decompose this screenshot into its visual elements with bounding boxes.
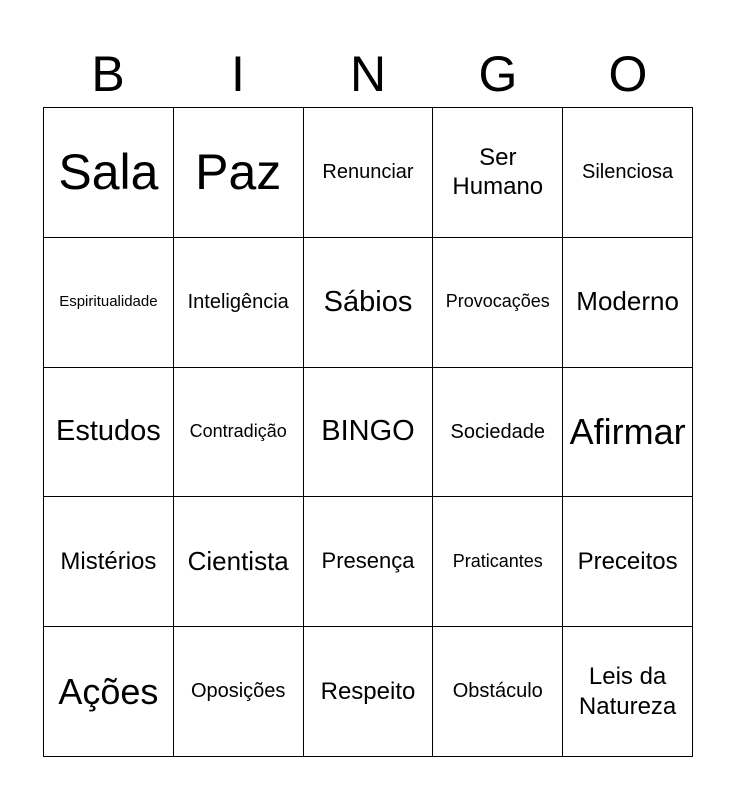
cell-text: Renunciar xyxy=(322,161,414,184)
cell-text: Afirmar xyxy=(569,411,686,453)
bingo-cell-r1c4[interactable] xyxy=(433,108,563,238)
cell-text: Provocações xyxy=(445,291,550,312)
cell-text: Inteligência xyxy=(187,291,289,313)
cell-text: Espiritualidade xyxy=(59,293,158,311)
cell-text: Sala xyxy=(58,143,159,200)
bingo-cell-r4c2[interactable] xyxy=(174,497,304,627)
header-letter-g: G xyxy=(478,46,518,102)
header-letter-b: B xyxy=(91,46,125,102)
cell-text: Estudos xyxy=(56,415,161,448)
bingo-cell-r4c5[interactable] xyxy=(563,497,693,627)
bingo-cell-r1c1[interactable] xyxy=(44,108,174,238)
cell-text: Obstáculo xyxy=(452,680,543,703)
header-letter-o: O xyxy=(608,46,648,102)
bingo-cell-r2c5[interactable] xyxy=(563,238,693,368)
bingo-cell-r4c3[interactable] xyxy=(304,497,434,627)
cell-text: BINGO xyxy=(321,415,415,448)
cell-text: Oposições xyxy=(190,680,286,703)
bingo-cell-r1c3[interactable] xyxy=(304,108,434,238)
cell-text: Cientista xyxy=(187,545,289,576)
cell-text: Leis da Natureza xyxy=(578,663,677,720)
bingo-cell-r2c3[interactable] xyxy=(304,238,434,368)
bingo-cell-r3c1[interactable] xyxy=(44,368,174,498)
cell-text: Ações xyxy=(58,670,159,712)
bingo-cell-r2c4[interactable] xyxy=(433,238,563,368)
bingo-cell-r3c2[interactable] xyxy=(174,368,304,498)
header-letter-i: I xyxy=(231,46,245,102)
bingo-cell-r3c4[interactable] xyxy=(433,368,563,498)
bingo-grid xyxy=(43,107,693,757)
bingo-cell-r5c1[interactable] xyxy=(44,627,174,757)
bingo-cell-r3c3[interactable] xyxy=(304,368,434,498)
cell-text: Ser Humano xyxy=(452,144,544,201)
cell-text: Sociedade xyxy=(450,420,546,443)
cell-text: Moderno xyxy=(576,286,679,317)
bingo-cell-r5c3[interactable] xyxy=(304,627,434,757)
cell-text: Respeito xyxy=(320,677,416,705)
bingo-cell-r2c2[interactable] xyxy=(174,238,304,368)
bingo-cell-r5c4[interactable] xyxy=(433,627,563,757)
cell-text: Contradição xyxy=(189,421,287,442)
bingo-cell-r5c5[interactable] xyxy=(563,627,693,757)
cell-text: Paz xyxy=(195,143,282,200)
bingo-cell-r3c5[interactable] xyxy=(563,368,693,498)
cell-text: Praticantes xyxy=(452,550,543,571)
bingo-cell-r2c1[interactable] xyxy=(44,238,174,368)
cell-text: Sábios xyxy=(323,285,413,318)
cell-text: Presença xyxy=(321,548,415,574)
cell-text: Mistérios xyxy=(60,548,157,576)
cell-text: Preceitos xyxy=(577,548,678,576)
header-letter-n: N xyxy=(349,46,387,102)
bingo-cell-r1c5[interactable] xyxy=(563,108,693,238)
bingo-cell-r1c2[interactable] xyxy=(174,108,304,238)
cell-text: Silenciosa xyxy=(582,161,674,184)
bingo-header xyxy=(43,42,693,106)
bingo-cell-r4c4[interactable] xyxy=(433,497,563,627)
bingo-cell-r4c1[interactable] xyxy=(44,497,174,627)
bingo-cell-r5c2[interactable] xyxy=(174,627,304,757)
